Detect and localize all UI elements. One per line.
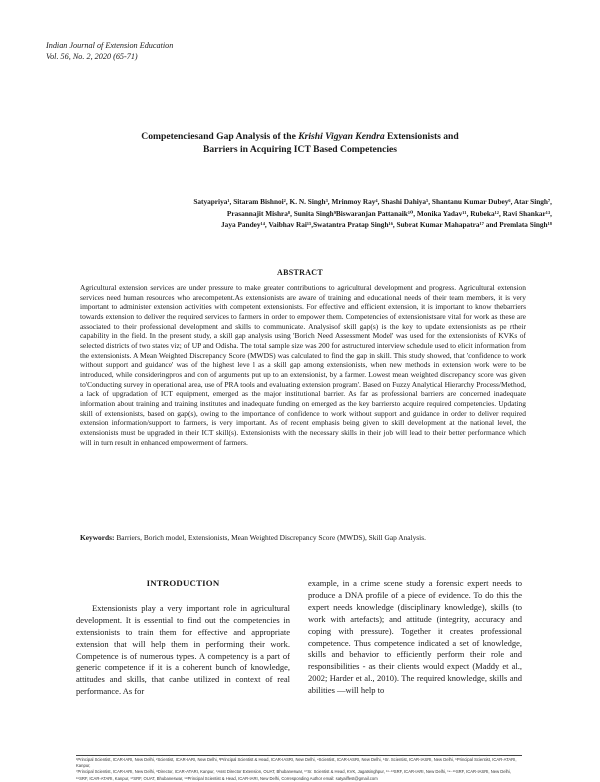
title-italic: Krishi Vigyan Kendra bbox=[298, 131, 385, 142]
paper-title bbox=[60, 131, 540, 156]
authors-line-3: Jaya Pandey¹⁴, Vaibhav Rai¹⁵,Swatantra Pratap Singh¹⁶, Subrat Kumar Mahapatra¹⁷ and Premlata Singh¹⁸ bbox=[221, 220, 552, 229]
journal-header bbox=[46, 40, 173, 62]
journal-name: Indian Journal of Extension Education bbox=[46, 41, 174, 50]
footnote-line-3: ¹⁶SRF, ICAR-ATARI, Kanpur, ¹⁷SRF, OUAT, Bhubaneswar, ¹⁸Principal Scientist & Head, ICAR-IARI, New Delhi, Corresponding Author email: satyaiffest@gmail.com bbox=[76, 775, 378, 781]
intro-left-column bbox=[76, 578, 290, 698]
footnote-line-2: ⁷Principal Scientist, ICAR-IARI, New Delhi, ⁸Director, ICAR-ATARI, Kanpur, ⁹Asst Director Extension, OUAT, Bhubaneswar, ¹⁰Sr. Scientist & Head, KVK, Jagatsinghpur, ¹¹⁻¹³SRF, ICAR-IARI, New Delhi, ¹⁴⁻¹⁵SRF, ICAR-IASRI, New Delhi, bbox=[76, 769, 511, 775]
title-part-1: Competenciesand Gap Analysis of the bbox=[141, 131, 299, 142]
intro-right-column bbox=[308, 578, 522, 697]
intro-right-text: example, in a crime scene study a forensic expert needs to produce a DNA profile of a piece of evidence. To do this the expert needs knowledge (disciplinary knowledge), skills (to work with artefacts); and attitude (integrity, accuracy and coping with pressure). Together it creates professional competence. Thus competence indicated a set of knowledge, skills and behavior to efficiently perform their role and responsibilities - as their clients would expect (Maddy et al., 2002; Harder et al., 2010). The required knowledge, skills and abilities —will help to bbox=[308, 578, 522, 696]
title-part-2: Extensionists and bbox=[384, 131, 459, 142]
affiliation-footnotes bbox=[76, 757, 528, 782]
keywords-text: Barriers, Borich model, Extensionists, Mean Weighted Discrepancy Score (MWDS), Skill Gap Analysis. bbox=[116, 533, 426, 542]
authors-line-1: Satyapriya¹, Sitaram Bishnoi², K. N. Singh³, Mrinmoy Ray⁴, Shashi Dahiya⁵, Shantanu Kumar Dubey⁶, Atar Singh⁷, bbox=[193, 197, 552, 206]
keywords bbox=[80, 533, 526, 543]
keywords-label: Keywords: bbox=[80, 533, 117, 542]
abstract-heading: ABSTRACT bbox=[277, 268, 323, 277]
footnote-divider bbox=[76, 755, 522, 756]
title-line-2: Barriers in Acquiring ICT Based Competencies bbox=[202, 143, 398, 155]
abstract-text: Agricultural extension services are under pressure to make greater contributions to agricultural development and progress. Agricultural extension services need human resources who arecompetent.As extensionists are aware of training and educational needs of their team members, it is very important to administer extension activities with competent extensionists. For effective and efficient extension, it is important to know thebarriers towards extension to deliver the required services to farmers in order to empower them. Competencies of extensionistsare vital for work as these are associated to their professional development and skills to communicate. Analysisof skill gap(s) is the key to update extensionists as pe rtheir capability in the field. In the present study, a skill gap analysis using 'Borich Need Assessment Model' was used for the extensionists of KVKs of selected districts of two states viz; of UP and Odisha. The total sample size was 200 for astructured interview schedule used to elicit information from the extensionists. A Mean Weighted Discrepancy Score (MWDS) was calculated to find the gap in skill. This study showed, that 'confidence to work without support and guidance' was of the highest leve l as a skill gap among extensionists, when new methods in extension work were to be introduced, while consideringpros and con of arguments put up to an extensionist, by a farmer. Lowest mean weighted discrepancy score was given to'Conducting survey in operational area, use of PRA tools and evaluating extension program'. Based on Fuzzy Analytical Hierarchy Process/Method, a lack of upgradation of ICT equipment, emerged as the major institutional barrier. As far as professional barriers are concerned inadequate information about training and training institutes and inadequate funding on emerged as the key barriersto acquire required competencies. Updating skill of extensionists, based on gap(s), owing to the importance of confidence to work without support and guidance in order to deliver required extension information/support to farmers, is very important. As of recent emphasis being given to skill development at the national level, the extensionists must be upgraded in their ICT skill(s). Extensionists with the necessary skills in their job will lead to their better performance which will in turn result in enhanced empowerment of farmers. bbox=[80, 283, 526, 447]
authors-line-2: Prasannajit Mishra⁸, Sunita Singh⁹Biswaranjan Pattanaik¹⁰, Monika Yadav¹¹, Rubeka¹², Ravi Shankar¹³, bbox=[226, 208, 552, 218]
intro-heading: INTRODUCTION bbox=[146, 578, 220, 588]
journal-volume: Vol. 56, No. 2, 2020 (65-71) bbox=[46, 52, 138, 61]
author-list bbox=[60, 196, 552, 231]
title-line-1 bbox=[60, 131, 540, 144]
intro-left-text: Extensionists play a very important role in agricultural development. It is essential to find out the competencies in extensionists to train them for effective and appropriate extension that will help them in performing their work. Competence is of numerous types. A competency is a part of generic competence if it is a coherent bunch of knowledge, attitudes and skills, that canbe utilized in context of real performance. As for bbox=[76, 602, 290, 697]
abstract-body bbox=[80, 283, 526, 447]
footnote-line-1: ¹Principal Scientist, ICAR-IARI, New Delhi, ²Scientist, ICAR-IARI, New Delhi, ³Principal Scientist & Head, ICAR-IASRI, New Delhi, ⁴Scientist, ICAR-IASRI, New Delhi, ⁵Sr. Scientist, ICAR-IASRI, New Delhi, ⁶Principal Scientist, ICAR-ATARI, Kanpur, bbox=[76, 757, 517, 769]
